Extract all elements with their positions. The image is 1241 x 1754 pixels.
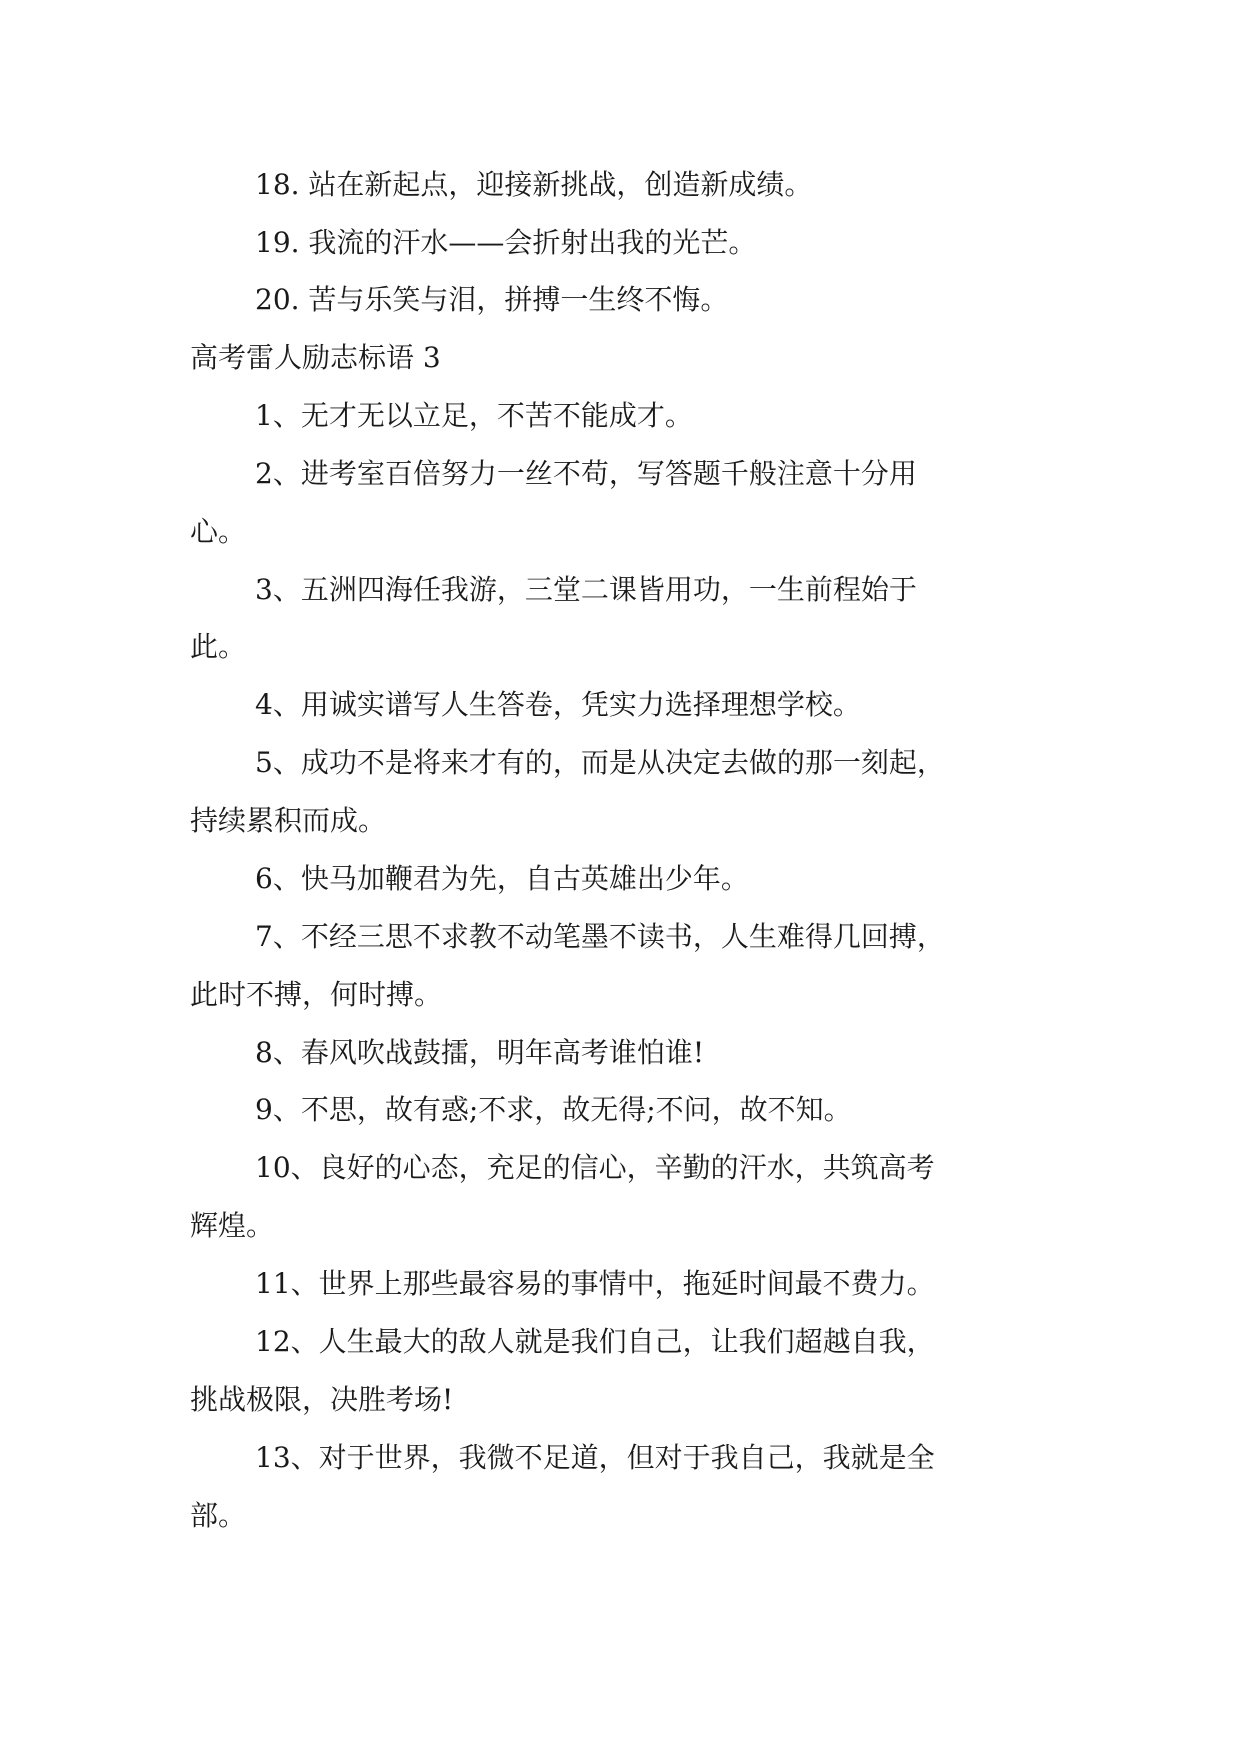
text-line-19: 19. 我流的汗水——会折射出我的光芒。 — [255, 226, 757, 259]
list-item-2: 2、进考室百倍努力一丝不苟，写答题千般注意十分用 — [255, 457, 917, 490]
list-item-6: 6、快马加鞭君为先，自古英雄出少年。 — [255, 862, 749, 895]
list-item-2-continued: 心。 — [190, 515, 247, 548]
list-item-5-continued: 持续累积而成。 — [190, 804, 387, 837]
list-item-12: 12、人生最大的敌人就是我们自己，让我们超越自我， — [255, 1325, 935, 1358]
list-item-10: 10、良好的心态，充足的信心，辛勤的汗水，共筑高考 — [255, 1151, 935, 1184]
list-item-7: 7、不经三思不求教不动笔墨不读书，人生难得几回搏， — [255, 920, 945, 953]
list-item-11: 11、世界上那些最容易的事情中，拖延时间最不费力。 — [255, 1267, 935, 1300]
list-item-4: 4、用诚实谱写人生答卷，凭实力选择理想学校。 — [255, 688, 861, 721]
text-line-20: 20. 苦与乐笑与泪，拼搏一生终不悔。 — [255, 283, 729, 316]
list-item-1: 1、无才无以立足，不苦不能成才。 — [255, 399, 693, 432]
list-item-12-continued: 挑战极限，决胜考场! — [190, 1383, 454, 1416]
text-line-18: 18. 站在新起点，迎接新挑战，创造新成绩。 — [255, 168, 813, 201]
list-item-10-continued: 辉煌。 — [190, 1209, 275, 1242]
list-item-7-continued: 此时不搏，何时搏。 — [190, 978, 443, 1011]
list-item-13-continued: 部。 — [190, 1499, 247, 1532]
list-item-5: 5、成功不是将来才有的，而是从决定去做的那一刻起， — [255, 746, 945, 779]
list-item-8: 8、春风吹战鼓擂，明年高考谁怕谁! — [255, 1036, 705, 1069]
list-item-3: 3、五洲四海任我游，三堂二课皆用功，一生前程始于 — [255, 573, 917, 606]
list-item-9: 9、不思，故有惑;不求，故无得;不问，故不知。 — [255, 1093, 852, 1126]
list-item-13: 13、对于世界，我微不足道，但对于我自己，我就是全 — [255, 1441, 935, 1474]
section-title: 高考雷人励志标语 3 — [190, 341, 441, 374]
list-item-3-continued: 此。 — [190, 630, 247, 663]
